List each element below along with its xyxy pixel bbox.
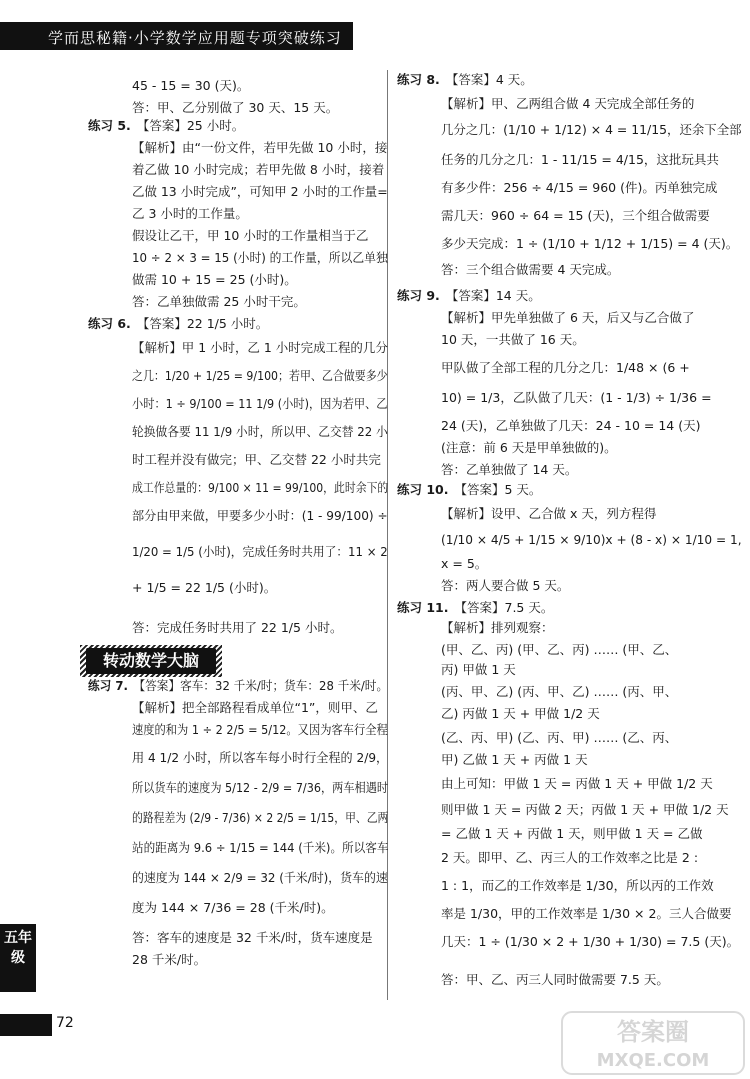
text-line xyxy=(441,776,713,792)
text-line xyxy=(441,152,719,168)
text-line xyxy=(441,752,588,768)
text-line xyxy=(441,390,712,406)
text-line xyxy=(132,272,297,288)
line-text: 甲) 乙做 1 天 + 丙做 1 天 xyxy=(441,752,588,767)
exercise-label: 练习 7. xyxy=(88,678,128,693)
text-line xyxy=(441,360,690,376)
column-divider xyxy=(387,70,388,1000)
line-text: 24 (天)，乙单独做了几天：24 - 10 = 14 (天) xyxy=(441,418,701,433)
line-text: 轮换做各要 11 1/9 小时，所以甲、乙交替 22 小 xyxy=(132,424,388,439)
text-line xyxy=(132,870,388,886)
text-line xyxy=(441,418,700,434)
line-text: 站的距离为 9.6 ÷ 1/15 = 144 (千米)。所以客车 xyxy=(132,840,389,855)
line-text: 答：三个组合做需要 4 天完成。 xyxy=(441,262,620,277)
watermark-text-1: 答案圈 xyxy=(617,1018,689,1046)
page-number: 72 xyxy=(56,1015,74,1031)
text-line xyxy=(132,250,388,266)
line-text: 丙) 甲做 1 天 xyxy=(441,662,516,677)
line-text: 乙做 13 小时完成”，可知甲 2 小时的工作量= xyxy=(132,184,388,199)
text-line xyxy=(441,440,617,456)
text-line xyxy=(441,934,739,950)
line-text: 速度的和为 1 ÷ 2 2/5 = 5/12。又因为客车行全程 xyxy=(132,722,388,737)
text-line xyxy=(397,288,541,304)
line-text: 【解析】设甲、乙合做 x 天，列方程得 xyxy=(441,506,657,521)
line-text: 【答案】22 1/5 小时。 xyxy=(136,316,269,331)
text-line xyxy=(132,930,373,946)
text-line xyxy=(132,396,388,412)
text-line xyxy=(132,78,249,94)
text-line xyxy=(132,722,388,738)
text-line xyxy=(132,162,384,178)
text-line xyxy=(88,316,268,332)
text-line xyxy=(132,750,388,766)
text-line xyxy=(441,850,698,866)
line-text: 【答案】14 天。 xyxy=(445,288,541,303)
line-text: 【解析】由“一份文件，若甲先做 10 小时，接 xyxy=(132,140,388,155)
text-line xyxy=(132,544,388,560)
line-text: 乙) 丙做 1 天 + 甲做 1/2 天 xyxy=(441,706,600,721)
text-line xyxy=(441,208,710,224)
text-line xyxy=(441,310,694,326)
line-text: 时工程并没有做完；甲、乙交替 22 小时共完 xyxy=(132,452,381,467)
line-text: 答：甲、乙、丙三人同时做需要 7.5 天。 xyxy=(441,972,669,987)
grade-tab-line1: 五年 xyxy=(4,930,32,946)
line-text: 小时：1 ÷ 9/100 = 11 1/9 (小时)，因为若甲、乙 xyxy=(132,396,388,411)
line-text: 10) = 1/3，乙队做了几天：(1 - 1/3) ÷ 1/36 = xyxy=(441,390,712,405)
line-text: (乙、丙、甲) (乙、丙、甲) …… (乙、丙、 xyxy=(441,730,678,745)
line-text: 几天：1 ÷ (1/30 × 2 + 1/30 + 1/30) = 7.5 (天)。 xyxy=(441,934,740,949)
line-text: 之几：1/20 + 1/25 = 9/100；若甲、乙合做要多少 xyxy=(132,368,388,383)
text-line xyxy=(132,140,387,156)
text-line xyxy=(132,840,388,856)
line-text: 【解析】甲 1 小时，乙 1 小时完成工程的几分 xyxy=(132,340,388,355)
exercise-label: 练习 10. xyxy=(397,482,449,497)
line-text: 【解析】甲先单独做了 6 天，后又与乙合做了 xyxy=(441,310,695,325)
line-text: 28 千米/时。 xyxy=(132,952,207,967)
text-line xyxy=(441,532,742,548)
line-text: 所以货车的速度为 5/12 - 2/9 = 7/36，两车相遇时 xyxy=(132,780,389,795)
line-text: 【答案】7.5 天。 xyxy=(454,600,554,615)
exercise-label: 练习 9. xyxy=(397,288,440,303)
grade-tab xyxy=(0,924,36,992)
line-text: 1/20 = 1/5 (小时)，完成任务时共用了：11 × 2 xyxy=(132,544,388,559)
text-line xyxy=(88,678,388,694)
text-line xyxy=(441,122,742,138)
page-bar xyxy=(0,1014,52,1036)
line-text: 需几天：960 ÷ 64 = 15 (天)，三个组合做需要 xyxy=(441,208,710,223)
text-line xyxy=(132,100,338,116)
text-line xyxy=(132,452,381,468)
text-line xyxy=(132,228,368,244)
text-line xyxy=(88,118,244,134)
text-line xyxy=(441,236,738,252)
exercise-label: 练习 8. xyxy=(397,72,440,87)
line-text: 【答案】25 小时。 xyxy=(136,118,245,133)
line-text: 任务的几分之几：1 - 11/15 = 4/15，这批玩具共 xyxy=(441,152,719,167)
line-text: 做需 10 + 15 = 25 (小时)。 xyxy=(132,272,297,287)
line-text: 45 - 15 = 30 (天)。 xyxy=(132,78,250,93)
line-text: 多少天完成：1 ÷ (1/10 + 1/12 + 1/15) = 4 (天)。 xyxy=(441,236,739,251)
text-line xyxy=(441,802,729,818)
text-line xyxy=(397,600,553,616)
text-line xyxy=(441,506,656,522)
header-bar xyxy=(0,22,353,50)
text-line xyxy=(132,508,388,524)
exercise-label: 练习 11. xyxy=(397,600,449,615)
text-line xyxy=(441,578,569,594)
line-text: (注意：前 6 天是甲单独做的)。 xyxy=(441,440,617,455)
text-line xyxy=(441,906,731,922)
text-line xyxy=(132,340,388,356)
line-text: + 1/5 = 22 1/5 (小时)。 xyxy=(132,580,277,595)
exercise-label: 练习 5. xyxy=(88,118,131,133)
text-line xyxy=(441,642,677,658)
text-line xyxy=(441,620,554,636)
line-text: 用 4 1/2 小时，所以客车每小时行全程的 2/9， xyxy=(132,750,389,765)
line-text: x = 5。 xyxy=(441,556,488,571)
text-line xyxy=(441,96,694,112)
text-line xyxy=(441,878,714,894)
text-line xyxy=(132,184,388,200)
line-text: 10 ÷ 2 × 3 = 15 (小时) 的工作量，所以乙单独 xyxy=(132,250,388,265)
text-line xyxy=(441,180,717,196)
text-line xyxy=(441,684,677,700)
text-line xyxy=(441,972,669,988)
line-text: 【解析】排列观察： xyxy=(441,620,554,635)
line-text: 答：完成任务时共用了 22 1/5 小时。 xyxy=(132,620,343,635)
line-text: 部分由甲来做，甲要多少小时：(1 - 99/100) ÷ xyxy=(132,508,388,523)
line-text: 的路程差为 (2/9 - 7/36) × 2 2/5 = 1/15，甲、乙两 xyxy=(132,810,389,825)
line-text: 答：甲、乙分别做了 30 天、15 天。 xyxy=(132,100,339,115)
line-text: 【解析】甲、乙两组合做 4 天完成全部任务的 xyxy=(441,96,695,111)
text-line xyxy=(132,368,388,384)
text-line xyxy=(132,424,388,440)
line-text: 有多少件：256 ÷ 4/15 = 960 (件)。丙单独完成 xyxy=(441,180,718,195)
text-line xyxy=(132,900,334,916)
text-line xyxy=(132,206,248,222)
line-text: 率是 1/30，甲的工作效率是 1/30 × 2。三人合做要 xyxy=(441,906,732,921)
line-text: 几分之几：(1/10 + 1/12) × 4 = 11/15，还余下全部 xyxy=(441,122,742,137)
text-line xyxy=(132,480,388,496)
line-text: 的速度为 144 × 2/9 = 32 (千米/时)，货车的速 xyxy=(132,870,388,885)
text-line xyxy=(441,262,619,278)
line-text: 假设让乙干，甲 10 小时的工作量相当于乙 xyxy=(132,228,369,243)
text-line xyxy=(132,700,378,716)
text-line xyxy=(441,462,577,478)
section-banner xyxy=(80,645,222,677)
text-line xyxy=(397,482,541,498)
watermark-logo xyxy=(560,1010,746,1076)
text-line xyxy=(132,952,206,968)
text-line xyxy=(441,730,677,746)
text-line xyxy=(132,810,388,826)
line-text: 答：乙单独做需 25 小时干完。 xyxy=(132,294,306,309)
line-text: 【答案】5 天。 xyxy=(454,482,542,497)
line-text: 【解析】把全部路程看成单位“1”，则甲、乙 xyxy=(132,700,378,715)
watermark-text-2: MXQE.COM xyxy=(596,1050,710,1071)
line-text: 着乙做 10 小时完成；若甲先做 8 小时，接着 xyxy=(132,162,385,177)
line-text: 答：两人要合做 5 天。 xyxy=(441,578,570,593)
text-line xyxy=(132,780,388,796)
text-line xyxy=(132,580,276,596)
text-line xyxy=(441,332,585,348)
line-text: 由上可知：甲做 1 天 = 丙做 1 天 + 甲做 1/2 天 xyxy=(441,776,713,791)
line-text: 1 : 1，而乙的工作效率是 1/30，所以丙的工作效 xyxy=(441,878,714,893)
text-line xyxy=(441,662,516,678)
text-line xyxy=(441,706,600,722)
line-text: 度为 144 × 7/36 = 28 (千米/时)。 xyxy=(132,900,334,915)
line-text: 甲队做了全部工程的几分之几：1/48 × (6 + xyxy=(441,360,690,375)
line-text: 2 天。即甲、乙、丙三人的工作效率之比是 2 : xyxy=(441,850,699,865)
line-text: (甲、乙、丙) (甲、乙、丙) …… (甲、乙、 xyxy=(441,642,678,657)
line-text: (1/10 × 4/5 + 1/15 × 9/10)x + (8 - x) × 1/10 = 1, xyxy=(441,532,742,547)
text-line xyxy=(441,556,487,572)
section-title: 转动数学大脑 xyxy=(86,648,216,674)
line-text: 则甲做 1 天 = 丙做 2 天；丙做 1 天 + 甲做 1/2 天 xyxy=(441,802,729,817)
line-text: 乙 3 小时的工作量。 xyxy=(132,206,248,221)
line-text: 10 天，一共做了 16 天。 xyxy=(441,332,585,347)
book-title: 学而思秘籍·小学数学应用题专项突破练习 xyxy=(48,29,342,47)
text-line xyxy=(397,72,533,88)
line-text: 答：乙单独做了 14 天。 xyxy=(441,462,578,477)
line-text: 【答案】客车：32 千米/时；货车：28 千米/时。 xyxy=(133,678,389,693)
text-line xyxy=(441,826,703,842)
line-text: 成工作总量的：9/100 × 11 = 99/100，此时余下的 xyxy=(132,480,389,495)
line-text: = 乙做 1 天 + 丙做 1 天，则甲做 1 天 = 乙做 xyxy=(441,826,703,841)
line-text: (丙、甲、乙) (丙、甲、乙) …… (丙、甲、 xyxy=(441,684,678,699)
grade-tab-line2: 级 xyxy=(11,950,25,966)
line-text: 答：客车的速度是 32 千米/时，货车速度是 xyxy=(132,930,373,945)
text-line xyxy=(132,294,306,310)
text-line xyxy=(132,620,342,636)
line-text: 【答案】4 天。 xyxy=(445,72,533,87)
exercise-label: 练习 6. xyxy=(88,316,131,331)
